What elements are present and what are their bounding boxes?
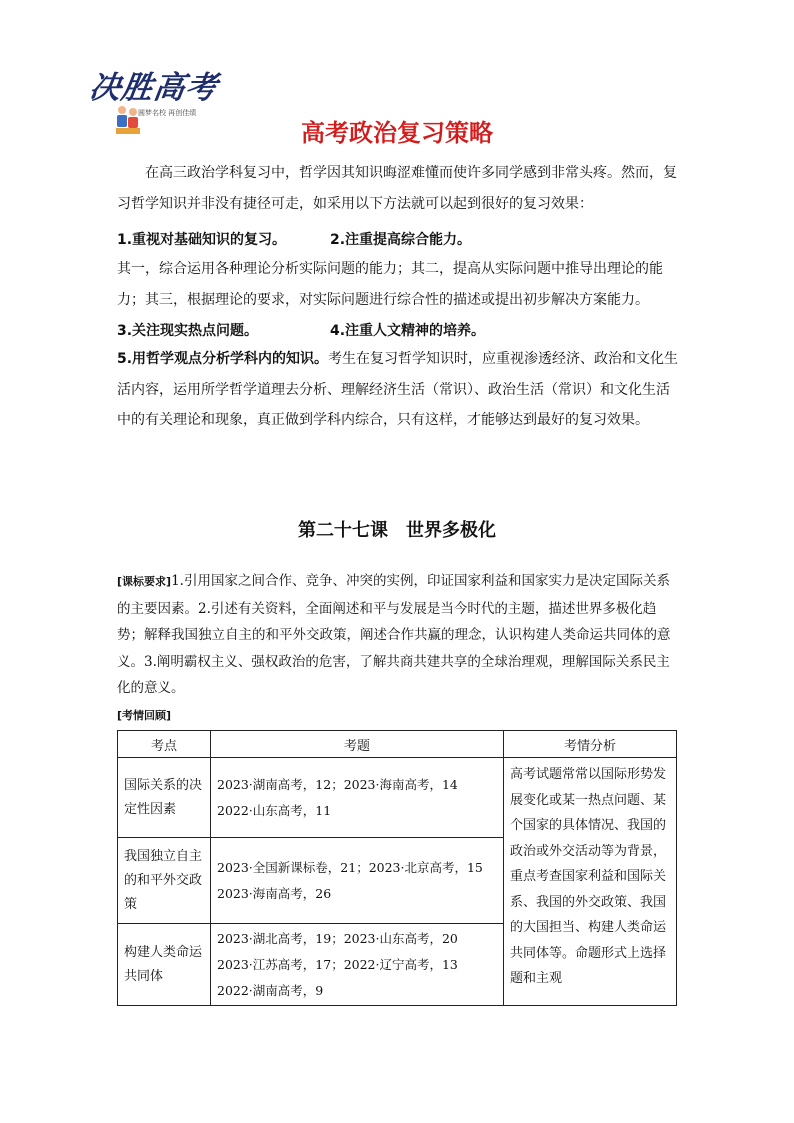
logo-title: 决胜高考 xyxy=(86,70,221,106)
question-line: 2022·湖南高考，9 xyxy=(217,982,324,998)
tip-3: 3.关注现实热点问题。 xyxy=(117,323,259,339)
logo-subtitle: 圆梦名校 再创佳绩 xyxy=(138,109,197,117)
analysis-cell: 高考试题常常以国际形势发展变化或某一热点问题、某个国家的具体情况、我国的政治或外交活动等为背景，重点考查国家利益和国际关系、我国的外交政策、我国的大国担当、构建人类命运共同体等。命题形式上选择题和主观 xyxy=(504,758,677,1006)
intro-paragraph: 在高三政治学科复习中，哲学因其知识晦涩难懂而使许多同学感到非常头疼。然而，复习哲学知识并非没有捷径可走，如采用以下方法就可以起到很好的复习效果： xyxy=(117,165,677,212)
tip-5-paragraph xyxy=(117,344,683,436)
page-title: 高考政治复习策略 xyxy=(301,119,493,147)
table-row xyxy=(118,758,677,838)
question-line: 2023·海南高考，26 xyxy=(217,885,332,901)
tip-2: 2.注重提高综合能力。 xyxy=(330,232,472,248)
tip-1: 1.重视对基础知识的复习。 xyxy=(117,232,287,248)
point-cell: 我国独立自主的和平外交政策 xyxy=(118,838,211,924)
tip-5-heading: 5.用哲学观点分析学科内的知识。 xyxy=(117,351,329,367)
point-cell: 国际关系的决定性因素 xyxy=(118,758,211,838)
tip-row-1 xyxy=(117,229,472,251)
standard-tag: [课标要求] xyxy=(117,575,172,588)
question-line: 2022·山东高考，11 xyxy=(217,802,332,818)
question-line: 2023·江苏高考，17；2022·辽宁高考，13 xyxy=(217,956,458,972)
tip-row-2 xyxy=(117,320,486,342)
question-line: 2023·湖南高考，12；2023·海南高考，14 xyxy=(217,776,458,792)
header-point: 考点 xyxy=(118,731,211,758)
review-tag: [考情回顾] xyxy=(117,709,172,722)
question-line: 2023·全国新课标卷，21；2023·北京高考，15 xyxy=(217,859,483,875)
exam-review-table xyxy=(117,730,677,1006)
questions-cell xyxy=(211,838,504,924)
questions-cell xyxy=(211,924,504,1006)
question-line: 2023·湖北高考，19；2023·山东高考，20 xyxy=(217,930,458,946)
tip-2-detail: 其一，综合运用各种理论分析实际问题的能力；其二，提高从实际问题中推导出理论的能力；其三，根据理论的要求，对实际问题进行综合性的描述或提出初步解决方案能力。 xyxy=(117,261,663,308)
questions-cell xyxy=(211,758,504,838)
header-analysis: 考情分析 xyxy=(504,731,677,758)
tip-5-text: 考生在复习哲学知识时，应重视渗透经济、政治和文化生活内容，运用所学哲学道理去分析、理解经济生活（常识）、政治生活（常识）和文化生活中的有关理论和现象，真正做到学科内综合，只有这样，才能够达到最好的复习效果。 xyxy=(117,351,679,428)
curriculum-standard xyxy=(117,568,683,702)
table-header-row xyxy=(118,731,677,758)
standard-text: 1.引用国家之间合作、竞争、冲突的实例，印证国家利益和国家实力是决定国际关系的主要因素。2.引述有关资料，全面阐述和平与发展是当今时代的主题，描述世界多极化趋势；解释我国独立自主的和平外交政策，阐述合作共赢的理念，认识构建人类命运共同体的意义。3.阐明霸权主义、强权政治的危害，了解共商共建共享的全球治理观，理解国际关系民主化的意义。 xyxy=(117,573,671,696)
tip-4: 4.注重人文精神的培养。 xyxy=(330,323,486,339)
header-questions: 考题 xyxy=(211,731,504,758)
lesson-title: 第二十七课 世界多极化 xyxy=(298,520,496,541)
point-cell: 构建人类命运共同体 xyxy=(118,924,211,1006)
